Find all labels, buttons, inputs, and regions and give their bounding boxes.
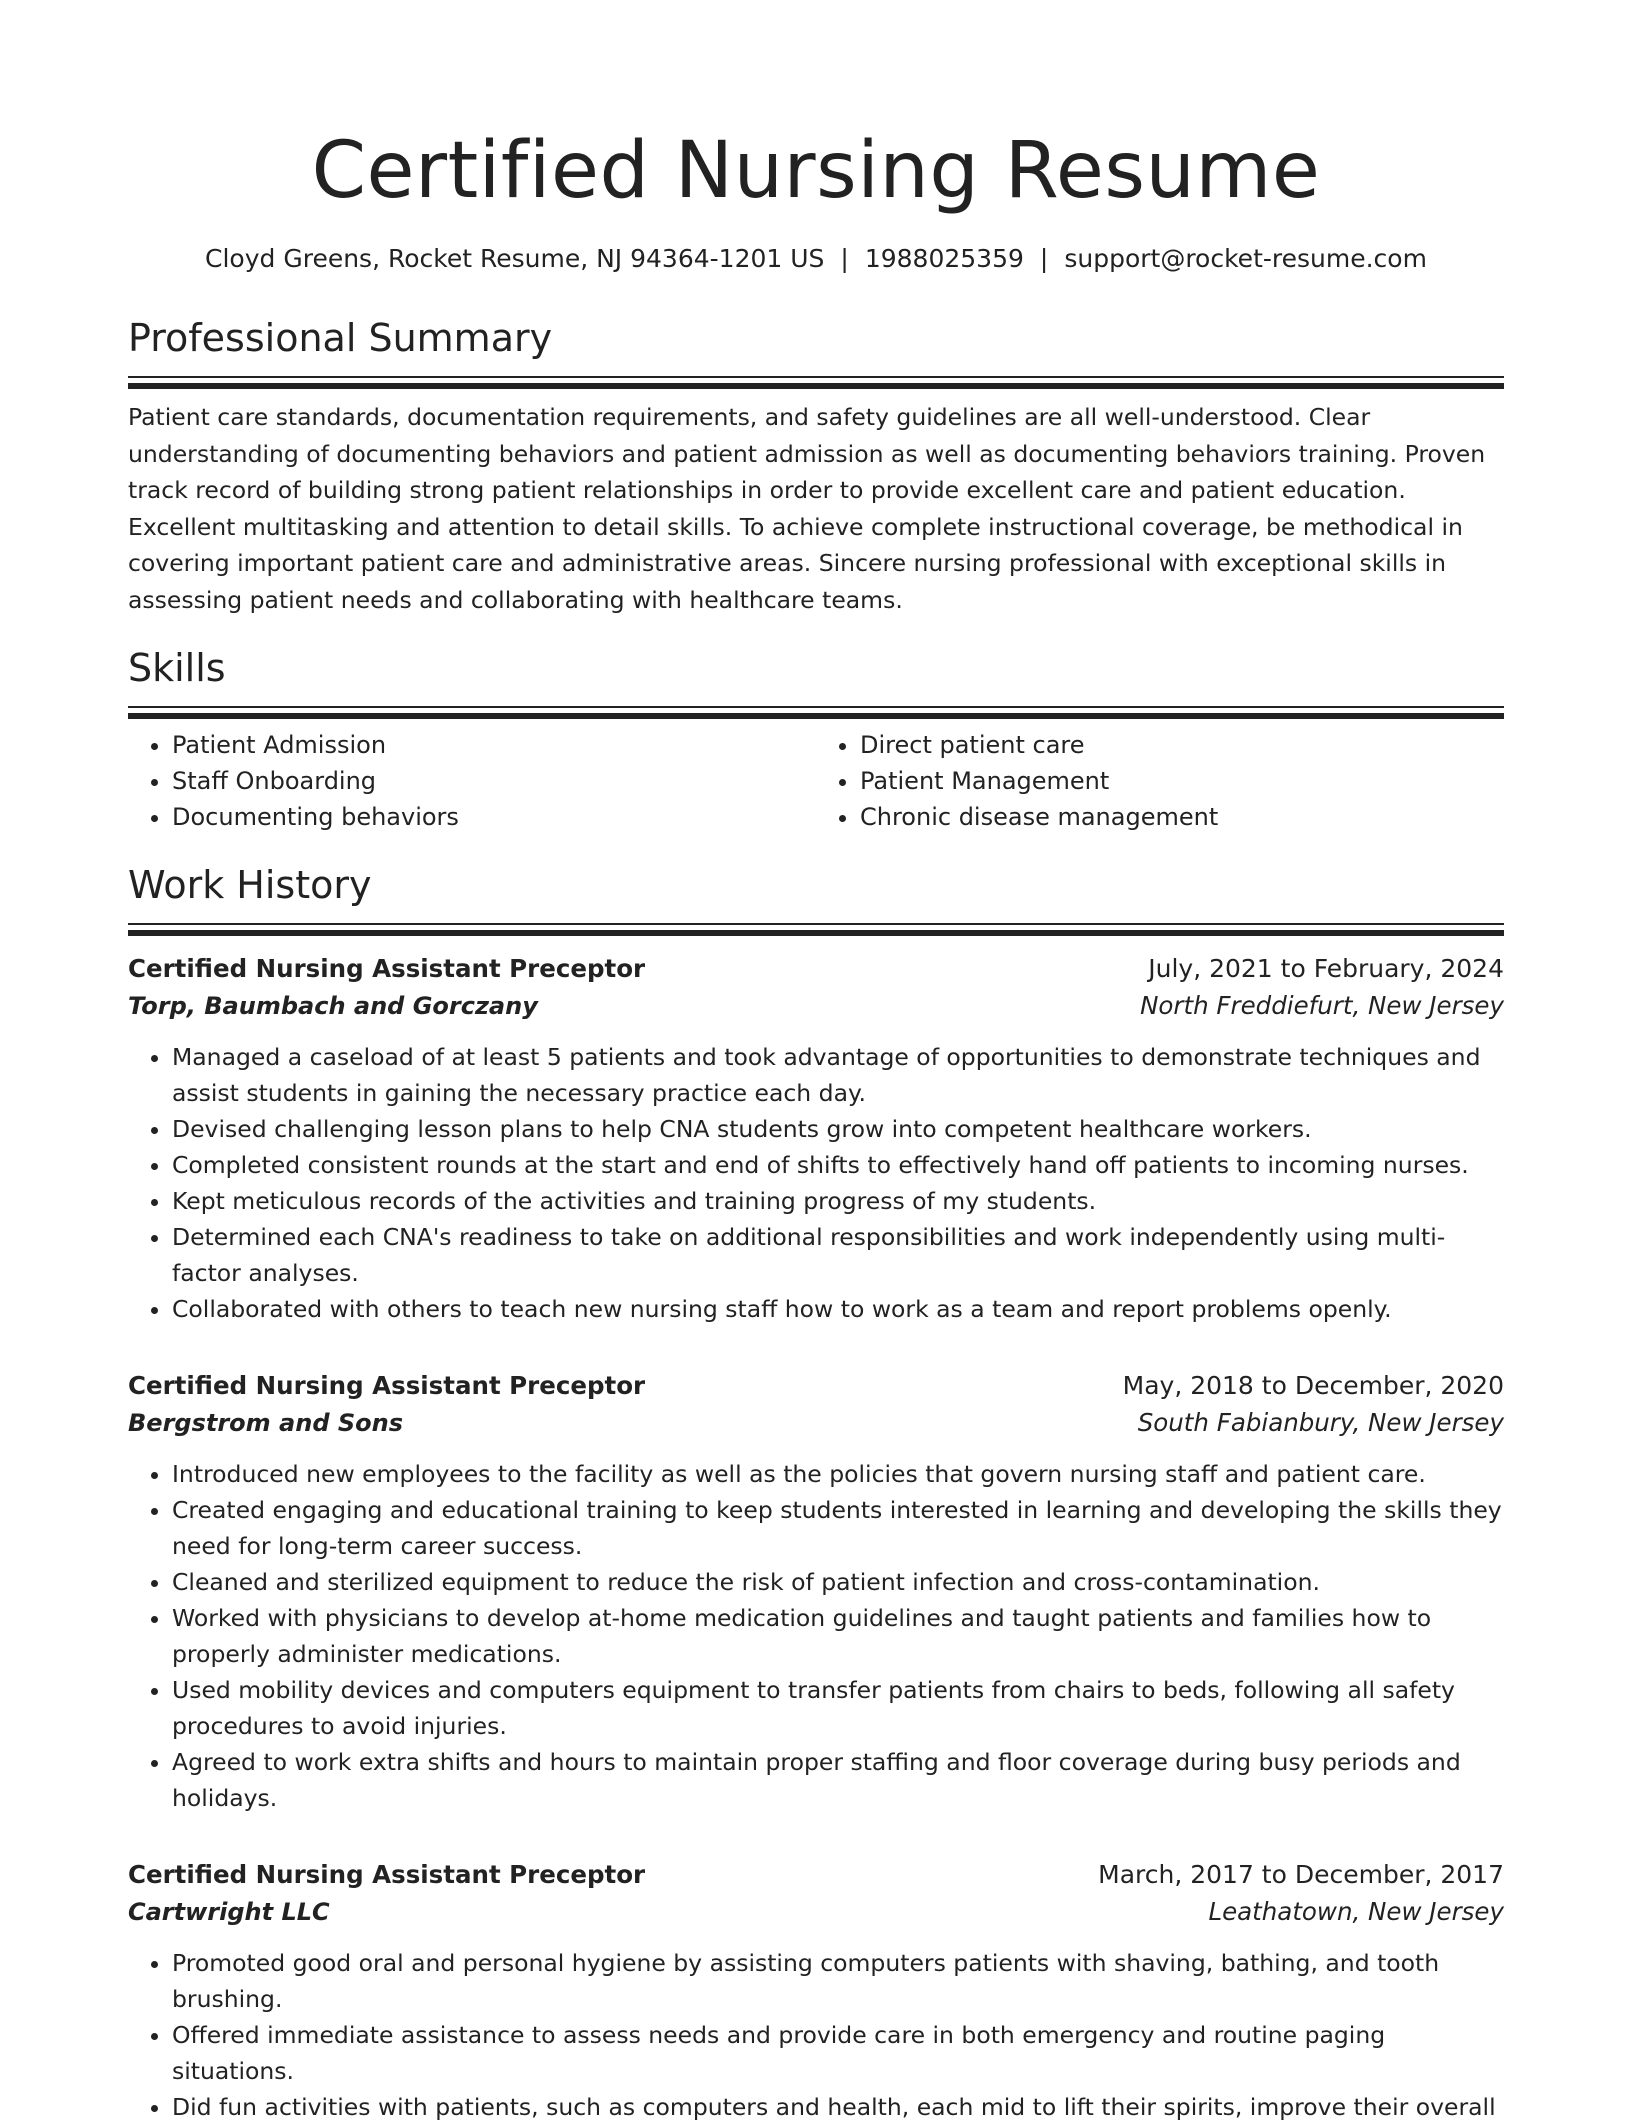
job-header-row: [128, 1367, 1504, 1404]
contact-line: [128, 242, 1504, 276]
skill-item: • Documenting behaviors: [172, 799, 816, 835]
contact-address: Cloyd Greens, Rocket Resume, NJ 94364-1201 US: [205, 244, 825, 273]
section-divider: [128, 376, 1504, 389]
duty-item: • Cleaned and sterilized equipment to reduce the risk of patient infection and cross-contamination.: [172, 1564, 1504, 1600]
section-divider: [128, 923, 1504, 936]
duty-item: • Used mobility devices and computers equipment to transfer patients from chairs to beds, following all safety procedures to avoid injuries.: [172, 1672, 1504, 1744]
job-title: Certified Nursing Assistant Preceptor: [128, 1860, 646, 1889]
contact-separator: |: [1039, 244, 1049, 273]
duty-item: • Collaborated with others to teach new nursing staff how to work as a team and report problems openly.: [172, 1291, 1504, 1327]
duty-item: • Determined each CNA's readiness to take on additional responsibilities and work independently using multi-factor analyses.: [172, 1219, 1504, 1291]
job-dates: July, 2021 to February, 2024: [1148, 954, 1504, 983]
job-employer-row: [128, 1404, 1504, 1442]
job-header-row: [128, 1856, 1504, 1893]
skills-grid: [128, 727, 1504, 835]
job-title: Certified Nursing Assistant Preceptor: [128, 1371, 646, 1400]
job-entry: [128, 1856, 1504, 2125]
job-location: Leathatown, New Jersey: [1208, 1897, 1504, 1926]
job-location: North Freddiefurt, New Jersey: [1140, 991, 1504, 1020]
summary-text: Patient care standards, documentation requirements, and safety guidelines are all well-understood. Clear understanding of documenting behaviors and patient admission as well as documenting behaviors training. Proven track record of building strong patient relationships in order to provide excellent care and patient education. Excellent multitasking and attention to detail skills. To achieve complete instructional coverage, be methodical in covering important patient care and administrative areas. Sincere nursing professional with exceptional skills in assessing patient needs and collaborating with healthcare teams.: [128, 403, 1486, 614]
job-company: Cartwright LLC: [128, 1898, 330, 1926]
duty-item: • Created engaging and educational training to keep students interested in learning and developing the skills they need for long-term career success.: [172, 1492, 1504, 1564]
contact-phone: 1988025359: [864, 244, 1024, 273]
section-heading-work: Work History: [128, 863, 372, 907]
professional-summary-section: [128, 314, 1504, 618]
duty-item: • Promoted good oral and personal hygiene by assisting computers patients with shaving, bathing, and tooth brushing.: [172, 1945, 1504, 2017]
skills-list-left: [128, 727, 816, 835]
job-company: Bergstrom and Sons: [128, 1409, 403, 1437]
skill-item: • Patient Management: [860, 763, 1504, 799]
work-history-section: [128, 861, 1504, 2125]
job-duties-list: [128, 1945, 1504, 2125]
job-title: Certified Nursing Assistant Preceptor: [128, 954, 646, 983]
skill-item: • Patient Admission: [172, 727, 816, 763]
duty-item: • Managed a caseload of at least 5 patients and took advantage of opportunities to demonstrate techniques and assist students in gaining the necessary practice each day.: [172, 1039, 1504, 1111]
skill-item: • Direct patient care: [860, 727, 1504, 763]
job-header-row: [128, 950, 1504, 987]
section-heading-skills: Skills: [128, 646, 226, 690]
skills-list-right: [816, 727, 1504, 835]
contact-separator: |: [840, 244, 849, 273]
skill-item: • Staff Onboarding: [172, 763, 816, 799]
section-heading-summary: Professional Summary: [128, 316, 553, 360]
duty-item: • Agreed to work extra shifts and hours to maintain proper staffing and floor coverage during busy periods and holidays.: [172, 1744, 1504, 1816]
job-dates: May, 2018 to December, 2020: [1122, 1371, 1504, 1400]
job-company: Torp, Baumbach and Gorczany: [128, 992, 538, 1020]
job-entry: [128, 1367, 1504, 1816]
job-location: South Fabianbury, New Jersey: [1137, 1408, 1504, 1437]
job-duties-list: [128, 1039, 1504, 1327]
section-divider: [128, 706, 1504, 719]
duty-item: • Introduced new employees to the facility as well as the policies that govern nursing staff and patient care.: [172, 1456, 1504, 1492]
job-employer-row: [128, 987, 1504, 1025]
skill-item: • Chronic disease management: [860, 799, 1504, 835]
job-employer-row: [128, 1893, 1504, 1931]
contact-email: support@rocket-resume.com: [1064, 244, 1427, 273]
job-duties-list: [128, 1456, 1504, 1816]
skills-section: [128, 644, 1504, 835]
duty-item: • Worked with physicians to develop at-home medication guidelines and taught patients and families how to properly administer medications.: [172, 1600, 1504, 1672]
job-entry: [128, 950, 1504, 1327]
duty-item: • Completed consistent rounds at the start and end of shifts to effectively hand off patients to incoming nurses.: [172, 1147, 1504, 1183]
duty-item: • Kept meticulous records of the activities and training progress of my students.: [172, 1183, 1504, 1219]
job-dates: March, 2017 to December, 2017: [1098, 1860, 1504, 1889]
duty-item: • Devised challenging lesson plans to help CNA students grow into competent healthcare workers.: [172, 1111, 1504, 1147]
resume-title: Certified Nursing Resume: [311, 126, 1321, 216]
duty-item: • Did fun activities with patients, such as computers and health, each mid to lift their spirits, improve their overall: [172, 2089, 1504, 2125]
duty-item: • Offered immediate assistance to assess needs and provide care in both emergency and routine paging situations.: [172, 2017, 1504, 2089]
